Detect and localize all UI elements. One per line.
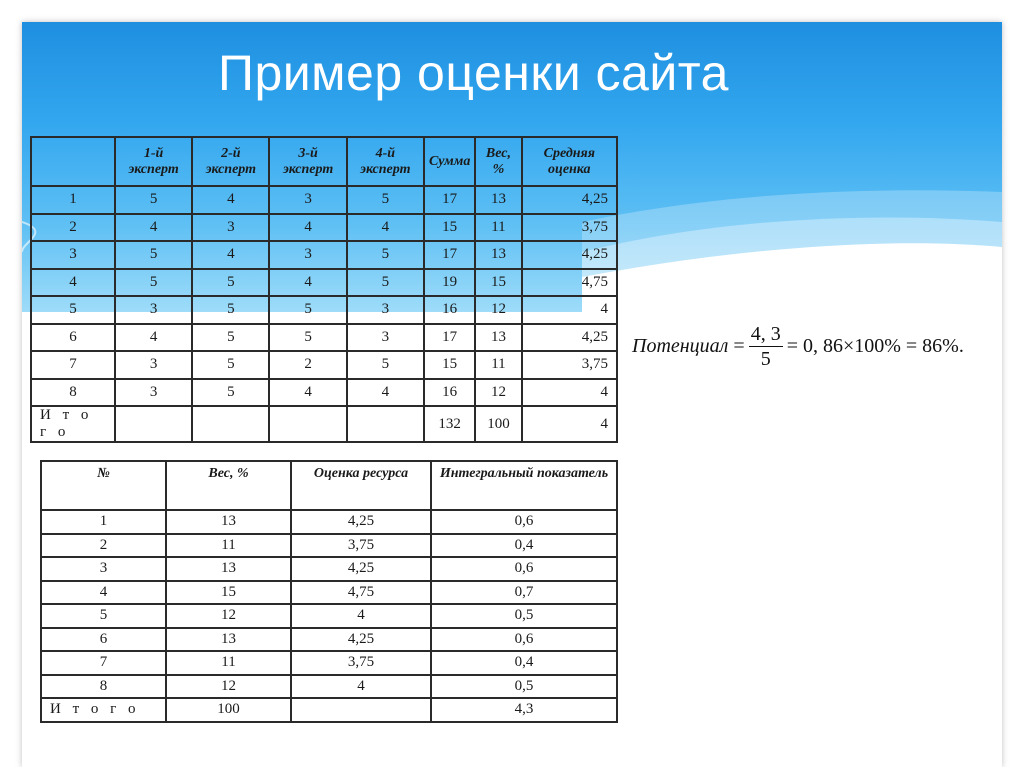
table-cell: 4 xyxy=(269,214,346,242)
table-cell: 4 xyxy=(269,269,346,297)
total-cell xyxy=(115,406,192,442)
table-cell: 3 xyxy=(31,241,115,269)
table-row xyxy=(41,651,617,675)
table-row xyxy=(31,214,617,242)
table-cell: 7 xyxy=(31,351,115,379)
table-cell: 2 xyxy=(41,534,166,558)
table-cell: 4 xyxy=(192,186,269,214)
table-cell: 3 xyxy=(347,296,424,324)
table-cell: 0,6 xyxy=(431,628,617,652)
table-cell: 0,5 xyxy=(431,675,617,699)
table-row xyxy=(41,604,617,628)
header-cell xyxy=(31,137,115,186)
table-cell: 16 xyxy=(424,379,475,407)
table-cell: 5 xyxy=(192,379,269,407)
table-cell: 13 xyxy=(166,510,291,534)
table-cell: 11 xyxy=(166,534,291,558)
slide-title: Пример оценки сайта xyxy=(218,45,729,101)
table-cell: 5 xyxy=(347,269,424,297)
table-cell: 0,4 xyxy=(431,534,617,558)
table-cell: 5 xyxy=(115,269,192,297)
header-cell: 1-й эксперт xyxy=(115,137,192,186)
table-cell: 4 xyxy=(522,379,617,407)
table-row xyxy=(41,628,617,652)
table-cell: 17 xyxy=(424,186,475,214)
table-cell: 4 xyxy=(269,379,346,407)
table-cell: 15 xyxy=(166,581,291,605)
table-cell: 12 xyxy=(166,604,291,628)
table-cell: 0,4 xyxy=(431,651,617,675)
table-row xyxy=(31,186,617,214)
table-row xyxy=(31,324,617,352)
total-label: И т о г о xyxy=(31,406,115,442)
table-cell: 16 xyxy=(424,296,475,324)
header-cell: Вес, % xyxy=(475,137,521,186)
table-row xyxy=(41,557,617,581)
table-cell: 1 xyxy=(41,510,166,534)
table-cell: 5 xyxy=(115,241,192,269)
table-cell: 4,25 xyxy=(291,628,431,652)
table-cell: 0,6 xyxy=(431,557,617,581)
table-cell: 3 xyxy=(115,351,192,379)
table-cell: 4,25 xyxy=(522,324,617,352)
table-cell: 4 xyxy=(192,241,269,269)
table-cell: 3 xyxy=(269,241,346,269)
formula-label: Потенциал xyxy=(632,335,729,357)
total-cell xyxy=(347,406,424,442)
total-cell xyxy=(192,406,269,442)
table-row xyxy=(41,534,617,558)
table-cell: 5 xyxy=(41,604,166,628)
table-cell: 2 xyxy=(31,214,115,242)
total-label: И т о г о xyxy=(41,698,166,722)
table-cell: 5 xyxy=(269,324,346,352)
table-cell: 11 xyxy=(475,214,521,242)
table-cell: 5 xyxy=(192,324,269,352)
header-cell: Оценка ресурса xyxy=(291,461,431,510)
table-cell: 4 xyxy=(115,324,192,352)
table-cell: 19 xyxy=(424,269,475,297)
table-cell: 3 xyxy=(192,214,269,242)
table-cell: 4 xyxy=(31,269,115,297)
table-row xyxy=(31,379,617,407)
table-cell: 5 xyxy=(347,241,424,269)
table-cell: 3 xyxy=(347,324,424,352)
table-row xyxy=(41,675,617,699)
table-cell: 3 xyxy=(41,557,166,581)
table-row xyxy=(41,510,617,534)
total-row xyxy=(41,698,617,722)
table-cell: 17 xyxy=(424,241,475,269)
header-cell: 2-й эксперт xyxy=(192,137,269,186)
table-cell: 11 xyxy=(475,351,521,379)
table-cell: 15 xyxy=(475,269,521,297)
table-cell: 11 xyxy=(166,651,291,675)
table-cell: 13 xyxy=(475,324,521,352)
integral-index-table xyxy=(40,460,618,723)
header-cell: Средняя оценка xyxy=(522,137,617,186)
table-row xyxy=(31,296,617,324)
equals-sign: = xyxy=(728,335,745,357)
potential-formula xyxy=(632,322,964,371)
table-cell: 5 xyxy=(192,296,269,324)
header-cell: Интегральный показатель xyxy=(431,461,617,510)
table-cell: 0,5 xyxy=(431,604,617,628)
total-cell: 4 xyxy=(522,406,617,442)
total-cell: 100 xyxy=(475,406,521,442)
total-cell xyxy=(269,406,346,442)
table-cell: 4,25 xyxy=(291,510,431,534)
table-cell: 12 xyxy=(475,379,521,407)
table-cell: 3 xyxy=(115,379,192,407)
table-cell: 17 xyxy=(424,324,475,352)
table-cell: 5 xyxy=(269,296,346,324)
table-cell: 3,75 xyxy=(522,351,617,379)
table-cell: 5 xyxy=(347,351,424,379)
table-cell: 7 xyxy=(41,651,166,675)
formula-result: = 0, 86×100% = 86%. xyxy=(786,335,964,357)
table-cell: 12 xyxy=(475,296,521,324)
table-cell: 5 xyxy=(192,269,269,297)
table-cell: 4,75 xyxy=(291,581,431,605)
table-cell: 8 xyxy=(31,379,115,407)
fraction-numerator: 4, 3 xyxy=(750,323,781,345)
table-cell: 0,6 xyxy=(431,510,617,534)
table-cell: 6 xyxy=(41,628,166,652)
total-cell: 4,3 xyxy=(431,698,617,722)
header-cell: 4-й эксперт xyxy=(347,137,424,186)
table-cell: 2 xyxy=(269,351,346,379)
table-cell: 13 xyxy=(475,241,521,269)
table-row xyxy=(31,269,617,297)
table-cell: 5 xyxy=(192,351,269,379)
table-cell: 3 xyxy=(269,186,346,214)
fraction-denominator: 5 xyxy=(760,348,771,370)
table-cell: 4 xyxy=(41,581,166,605)
total-cell xyxy=(291,698,431,722)
table-cell: 3,75 xyxy=(291,534,431,558)
table-cell: 4 xyxy=(347,379,424,407)
table-cell: 4,25 xyxy=(522,241,617,269)
table-cell: 4 xyxy=(347,214,424,242)
table-cell: 4,25 xyxy=(522,186,617,214)
table-cell: 4 xyxy=(115,214,192,242)
total-row xyxy=(31,406,617,442)
table-cell: 3,75 xyxy=(291,651,431,675)
table-row xyxy=(31,351,617,379)
table-cell: 13 xyxy=(166,628,291,652)
header-cell: Вес, % xyxy=(166,461,291,510)
expert-scores-table xyxy=(30,136,618,443)
total-cell: 100 xyxy=(166,698,291,722)
table-cell: 13 xyxy=(166,557,291,581)
fraction xyxy=(749,322,783,371)
table-cell: 15 xyxy=(424,351,475,379)
table-cell: 1 xyxy=(31,186,115,214)
table-cell: 4,25 xyxy=(291,557,431,581)
table-cell: 5 xyxy=(347,186,424,214)
table-cell: 15 xyxy=(424,214,475,242)
header-cell: 3-й эксперт xyxy=(269,137,346,186)
table-cell: 13 xyxy=(475,186,521,214)
header-cell: № xyxy=(41,461,166,510)
table-header-row xyxy=(41,461,617,510)
table-cell: 6 xyxy=(31,324,115,352)
table-cell: 5 xyxy=(115,186,192,214)
table-cell: 4 xyxy=(291,604,431,628)
table-cell: 3,75 xyxy=(522,214,617,242)
table-cell: 4,75 xyxy=(522,269,617,297)
table-cell: 4 xyxy=(291,675,431,699)
table-cell: 0,7 xyxy=(431,581,617,605)
table-header-row xyxy=(31,137,617,186)
table-cell: 8 xyxy=(41,675,166,699)
total-cell: 132 xyxy=(424,406,475,442)
header-cell: Сумма xyxy=(424,137,475,186)
table-cell: 3 xyxy=(115,296,192,324)
table-cell: 5 xyxy=(31,296,115,324)
table-cell: 12 xyxy=(166,675,291,699)
table-cell: 4 xyxy=(522,296,617,324)
table-row xyxy=(31,241,617,269)
table-row xyxy=(41,581,617,605)
